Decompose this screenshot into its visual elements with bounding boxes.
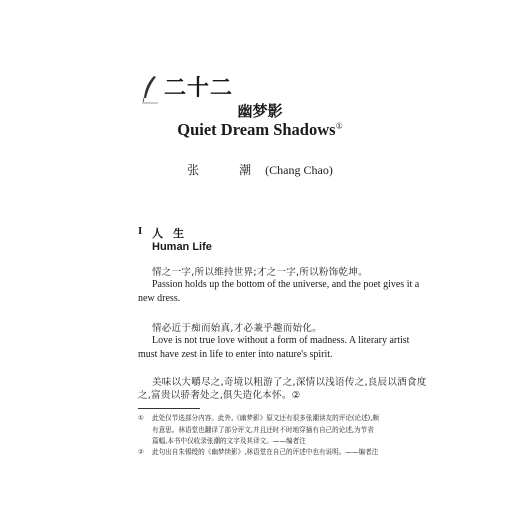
footnote-2-line-1: 此句出自朱锡绶的《幽梦续影》,林语堂在自己的评述中也有说明。——编者注 xyxy=(152,448,379,456)
section-number: I xyxy=(138,225,143,237)
chapter-number: 二十二 xyxy=(164,76,234,101)
paragraph-5-footnote-ref: ② xyxy=(291,390,301,401)
footnote-1-mark: ① xyxy=(138,414,144,422)
author-english: (Chang Chao) xyxy=(265,163,333,177)
footnote-2-mark: ② xyxy=(138,448,144,456)
footnote-1-line-2: 有意思。林语堂也翻译了部分评文,并且还时不时地穿插有自己的论述,为节省 xyxy=(152,425,374,434)
paragraph-5-chinese-line-2-text: 之,富贵以骄奢处之,俱失造化本怀。 xyxy=(138,390,292,401)
paragraph-5-chinese-line-2 xyxy=(138,387,300,401)
footnote-1 xyxy=(138,413,379,448)
section-title-english: Human Life xyxy=(152,241,212,253)
paragraph-4-english-line-1: Love is not true love without a form of madness. A literary artist xyxy=(152,335,410,346)
footnote-1-line-1: 此处仅节选部分内容。此外,《幽梦影》原文还有很多张潮读友的评论(论述),颇 xyxy=(152,414,379,422)
title-chinese: 幽梦影 xyxy=(237,102,283,120)
footnote-2 xyxy=(138,447,378,459)
title-english-text: Quiet Dream Shadows xyxy=(177,120,336,139)
author xyxy=(0,161,520,178)
paragraph-1-chinese: 情之一字,所以维持世界;才之一字,所以粉饰乾坤。 xyxy=(152,267,368,278)
section-title-chinese: 人生 xyxy=(152,227,194,240)
title-english xyxy=(0,120,520,140)
title-footnote-ref: ① xyxy=(335,121,343,131)
paragraph-2-english-line-2: new dress. xyxy=(138,293,181,304)
paragraph-3-chinese: 情必近于痴而始真,才必兼乎趣而始化。 xyxy=(152,323,322,334)
footnote-1-line-3: 篇幅,本书中仅收录张潮的文字及其译文。——编者注 xyxy=(152,437,306,445)
author-chinese: 张 潮 xyxy=(187,163,266,177)
paragraph-2-english-line-1: Passion holds up the bottom of the universe, and the poet gives it a xyxy=(152,279,420,290)
paragraph-5-chinese-line-1: 美味以大嚼尽之,奇境以粗游了之,深情以浅语传之,良辰以酒食度 xyxy=(152,377,427,388)
paragraph-4-english-line-2: must have zest in life to enter into nature's spirit. xyxy=(138,349,333,360)
footnote-divider xyxy=(138,408,200,409)
